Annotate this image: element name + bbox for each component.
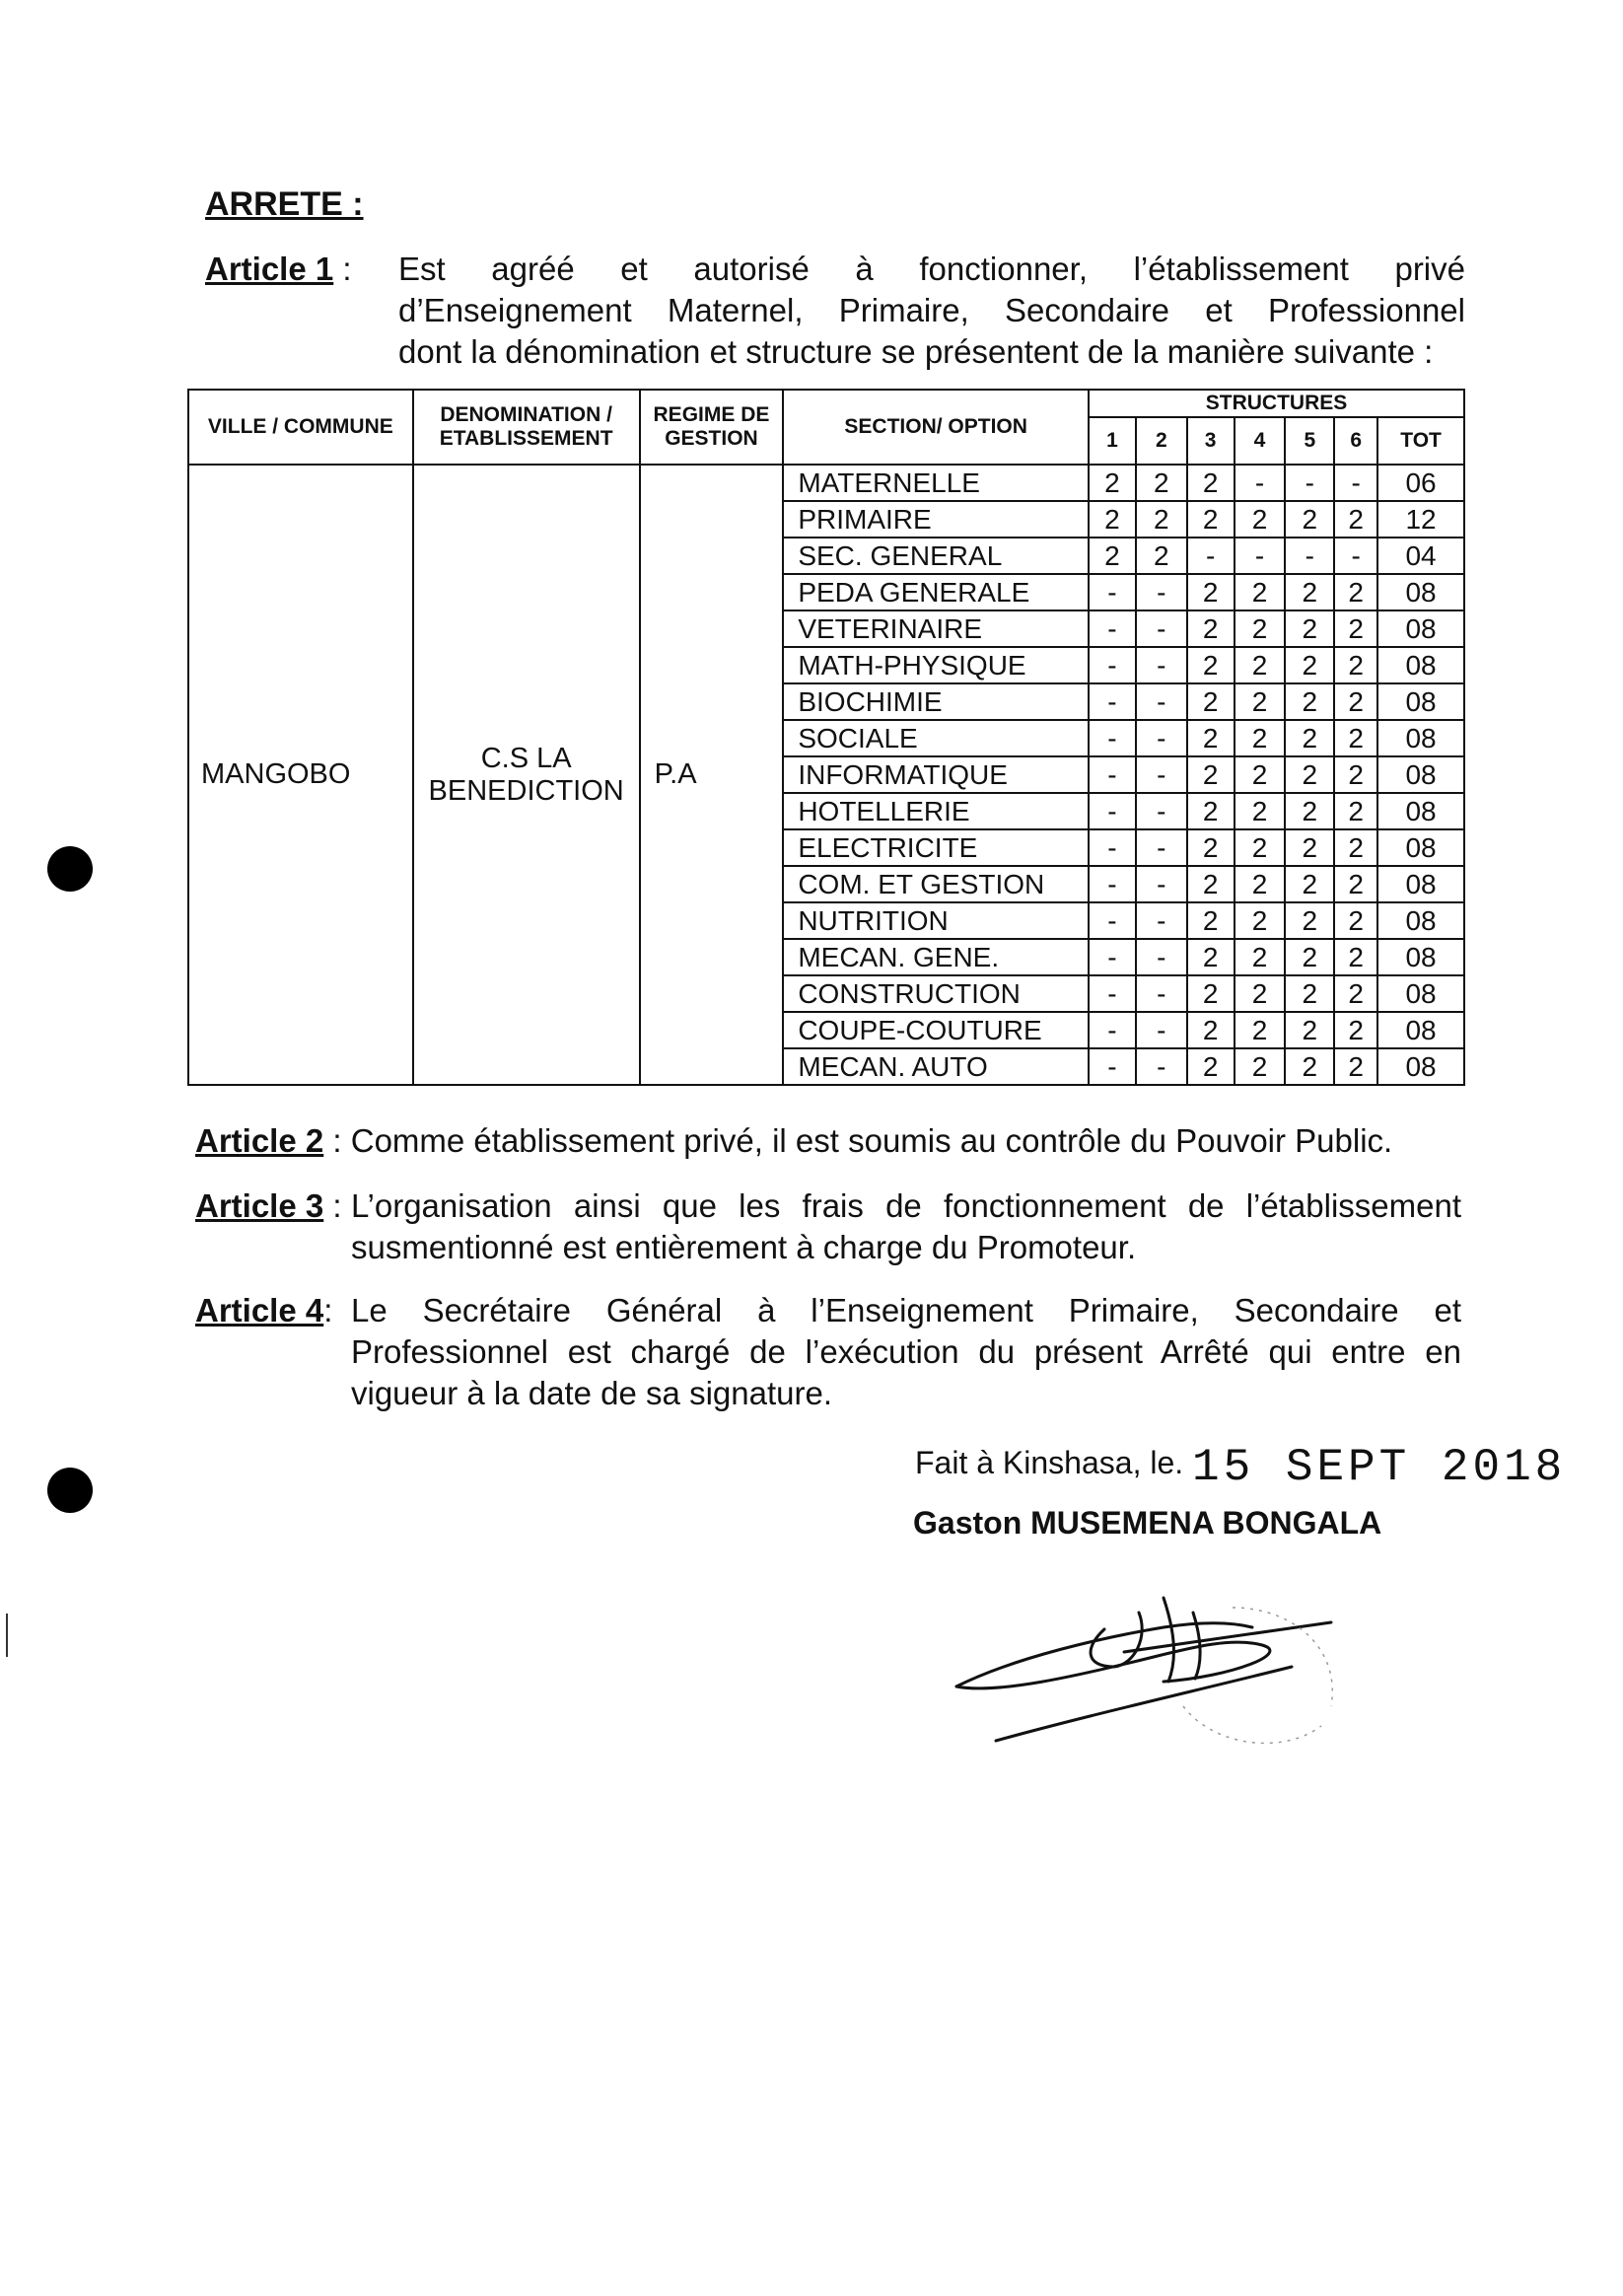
- structure-cell: 2: [1334, 866, 1377, 902]
- section-cell: NUTRITION: [783, 902, 1089, 939]
- total-cell: 08: [1377, 829, 1464, 866]
- structure-cell: -: [1285, 465, 1334, 501]
- header-col-3: 3: [1187, 417, 1235, 465]
- structure-cell: 2: [1334, 756, 1377, 793]
- structure-cell: -: [1136, 866, 1187, 902]
- structure-cell: 2: [1285, 756, 1334, 793]
- section-cell: MATH-PHYSIQUE: [783, 647, 1089, 683]
- structure-cell: 2: [1235, 501, 1286, 538]
- structure-cell: 2: [1235, 647, 1286, 683]
- structure-cell: -: [1089, 647, 1136, 683]
- total-cell: 08: [1377, 683, 1464, 720]
- structure-cell: 2: [1285, 647, 1334, 683]
- article-2: [195, 1120, 1392, 1162]
- article-2-text: : Comme établissement privé, il est soumis au contrôle du Pouvoir Public.: [323, 1122, 1393, 1159]
- structure-cell: 2: [1235, 939, 1286, 975]
- structure-cell: 2: [1235, 1012, 1286, 1048]
- section-cell: MECAN. GENE.: [783, 939, 1089, 975]
- total-cell: 04: [1377, 538, 1464, 574]
- structure-cell: 2: [1235, 683, 1286, 720]
- structure-cell: 2: [1334, 501, 1377, 538]
- structure-cell: -: [1136, 720, 1187, 756]
- structure-cell: 2: [1285, 975, 1334, 1012]
- structure-cell: 2: [1187, 756, 1235, 793]
- structure-cell: 2: [1136, 538, 1187, 574]
- structure-cell: 2: [1089, 465, 1136, 501]
- date-stamp: 15 SEPT 2018: [1192, 1442, 1567, 1493]
- structure-cell: 2: [1136, 501, 1187, 538]
- section-cell: MECAN. AUTO: [783, 1048, 1089, 1085]
- structure-cell: -: [1089, 1012, 1136, 1048]
- structure-cell: -: [1136, 683, 1187, 720]
- structure-cell: -: [1136, 939, 1187, 975]
- structure-cell: 2: [1334, 1048, 1377, 1085]
- article-2-label: Article 2: [195, 1122, 324, 1159]
- article-1-line: Est agréé et autorisé à fonctionner, l’établissement privé: [398, 251, 1465, 287]
- section-cell: BIOCHIMIE: [783, 683, 1089, 720]
- section-cell: SEC. GENERAL: [783, 538, 1089, 574]
- structure-cell: -: [1089, 793, 1136, 829]
- structure-cell: 2: [1285, 829, 1334, 866]
- structure-cell: -: [1089, 866, 1136, 902]
- structure-cell: 2: [1285, 501, 1334, 538]
- total-cell: 08: [1377, 793, 1464, 829]
- structure-cell: 2: [1187, 902, 1235, 939]
- article-3-label: Article 3: [195, 1187, 324, 1224]
- header-regime: REGIME DE GESTION: [640, 390, 784, 465]
- header-structures: STRUCTURES: [1089, 390, 1464, 417]
- structure-cell: -: [1136, 610, 1187, 647]
- structure-cell: 2: [1187, 720, 1235, 756]
- structure-cell: 2: [1235, 975, 1286, 1012]
- structure-cell: -: [1089, 829, 1136, 866]
- structure-cell: 2: [1187, 465, 1235, 501]
- structure-cell: -: [1136, 829, 1187, 866]
- article-1-text: [398, 249, 1465, 373]
- article-1-line: d’Enseignement Maternel, Primaire, Secondaire et Professionnel: [398, 292, 1465, 328]
- article-4-line: Professionnel est chargé de l’exécution du présent Arrêté qui entre en: [351, 1333, 1461, 1370]
- section-cell: SOCIALE: [783, 720, 1089, 756]
- structure-cell: 2: [1235, 720, 1286, 756]
- table-row: [188, 465, 1464, 501]
- structure-cell: 2: [1187, 647, 1235, 683]
- structure-cell: -: [1089, 902, 1136, 939]
- structure-cell: 2: [1235, 1048, 1286, 1085]
- article-4-label: Article 4: [195, 1292, 324, 1328]
- structure-cell: 2: [1334, 902, 1377, 939]
- structure-cell: 2: [1187, 1012, 1235, 1048]
- structure-cell: 2: [1235, 866, 1286, 902]
- structure-cell: -: [1136, 793, 1187, 829]
- structure-cell: 2: [1235, 574, 1286, 610]
- signature-icon: [937, 1568, 1390, 1805]
- header-ville: VILLE / COMMUNE: [188, 390, 413, 465]
- structure-cell: 2: [1285, 720, 1334, 756]
- total-cell: 08: [1377, 647, 1464, 683]
- structure-cell: 2: [1187, 975, 1235, 1012]
- structure-cell: 2: [1285, 683, 1334, 720]
- punch-hole-icon: [47, 846, 93, 892]
- article-4-line: vigueur à la date de sa signature.: [351, 1375, 832, 1411]
- structure-cell: 2: [1334, 610, 1377, 647]
- place-date: [915, 1436, 1567, 1493]
- structure-cell: -: [1235, 538, 1286, 574]
- total-cell: 08: [1377, 610, 1464, 647]
- structure-cell: -: [1187, 538, 1235, 574]
- structure-cell: -: [1089, 975, 1136, 1012]
- structure-cell: 2: [1285, 610, 1334, 647]
- structure-table: [187, 389, 1465, 1086]
- header-col-4: 4: [1235, 417, 1286, 465]
- ville-cell: MANGOBO: [188, 465, 413, 1085]
- structure-cell: 2: [1285, 574, 1334, 610]
- structure-cell: 2: [1334, 793, 1377, 829]
- section-cell: HOTELLERIE: [783, 793, 1089, 829]
- structure-cell: 2: [1187, 866, 1235, 902]
- section-cell: PRIMAIRE: [783, 501, 1089, 538]
- article-1-label: Article 1 :: [205, 251, 352, 287]
- section-cell: INFORMATIQUE: [783, 756, 1089, 793]
- article-3-line: L’organisation ainsi que les frais de fonctionnement de l’établissement: [351, 1187, 1461, 1224]
- structure-cell: -: [1136, 647, 1187, 683]
- total-cell: 12: [1377, 501, 1464, 538]
- structure-cell: 2: [1285, 1048, 1334, 1085]
- regime-cell: P.A: [640, 465, 784, 1085]
- structure-cell: 2: [1334, 574, 1377, 610]
- structure-cell: -: [1136, 1048, 1187, 1085]
- structure-cell: 2: [1285, 793, 1334, 829]
- section-cell: ELECTRICITE: [783, 829, 1089, 866]
- structure-cell: 2: [1187, 1048, 1235, 1085]
- structure-cell: -: [1136, 902, 1187, 939]
- structure-cell: 2: [1187, 501, 1235, 538]
- section-cell: COM. ET GESTION: [783, 866, 1089, 902]
- structure-cell: 2: [1235, 610, 1286, 647]
- denomination-cell: C.S LA BENEDICTION: [413, 465, 640, 1085]
- scan-mark: [6, 1614, 8, 1657]
- total-cell: 08: [1377, 866, 1464, 902]
- structure-cell: 2: [1187, 683, 1235, 720]
- structure-cell: -: [1136, 574, 1187, 610]
- structure-cell: 2: [1334, 1012, 1377, 1048]
- structure-cell: 2: [1334, 975, 1377, 1012]
- structure-cell: 2: [1285, 1012, 1334, 1048]
- structure-cell: 2: [1285, 866, 1334, 902]
- total-cell: 08: [1377, 1012, 1464, 1048]
- structure-cell: 2: [1187, 829, 1235, 866]
- article-4-line: Le Secrétaire Général à l’Enseignement Primaire, Secondaire et: [351, 1292, 1461, 1328]
- structure-cell: -: [1089, 683, 1136, 720]
- section-cell: CONSTRUCTION: [783, 975, 1089, 1012]
- total-cell: 08: [1377, 574, 1464, 610]
- header-col-2: 2: [1136, 417, 1187, 465]
- article-1-line: dont la dénomination et structure se présentent de la manière suivante :: [398, 333, 1434, 370]
- header-col-1: 1: [1089, 417, 1136, 465]
- structure-cell: 2: [1187, 574, 1235, 610]
- header-col-5: 5: [1285, 417, 1334, 465]
- structure-cell: -: [1136, 1012, 1187, 1048]
- structure-cell: 2: [1334, 720, 1377, 756]
- total-cell: 08: [1377, 939, 1464, 975]
- structure-cell: -: [1235, 465, 1286, 501]
- header-section: SECTION/ OPTION: [783, 390, 1089, 465]
- structure-cell: -: [1334, 465, 1377, 501]
- total-cell: 08: [1377, 902, 1464, 939]
- structure-cell: -: [1089, 756, 1136, 793]
- structure-cell: 2: [1235, 756, 1286, 793]
- structure-cell: 2: [1187, 939, 1235, 975]
- total-cell: 08: [1377, 975, 1464, 1012]
- structure-cell: 2: [1334, 829, 1377, 866]
- place-date-prefix: Fait à Kinshasa, le.: [915, 1445, 1184, 1480]
- structure-cell: 2: [1089, 538, 1136, 574]
- structure-cell: 2: [1235, 793, 1286, 829]
- structure-cell: -: [1334, 538, 1377, 574]
- structure-cell: -: [1089, 610, 1136, 647]
- structure-cell: 2: [1187, 610, 1235, 647]
- structure-cell: 2: [1285, 939, 1334, 975]
- document-heading: ARRETE :: [205, 185, 364, 223]
- section-cell: PEDA GENERALE: [783, 574, 1089, 610]
- structure-cell: 2: [1334, 939, 1377, 975]
- header-denomination: DENOMINATION / ETABLISSEMENT: [413, 390, 640, 465]
- structure-cell: 2: [1334, 647, 1377, 683]
- structure-cell: 2: [1089, 501, 1136, 538]
- structure-cell: -: [1285, 538, 1334, 574]
- punch-hole-icon: [47, 1468, 93, 1513]
- structure-cell: 2: [1334, 683, 1377, 720]
- total-cell: 06: [1377, 465, 1464, 501]
- total-cell: 08: [1377, 720, 1464, 756]
- section-cell: VETERINAIRE: [783, 610, 1089, 647]
- structure-cell: -: [1089, 939, 1136, 975]
- structure-cell: 2: [1235, 829, 1286, 866]
- structure-cell: -: [1136, 975, 1187, 1012]
- header-col-tot: TOT: [1377, 417, 1464, 465]
- structure-cell: 2: [1285, 902, 1334, 939]
- structure-cell: 2: [1187, 793, 1235, 829]
- section-cell: COUPE-COUTURE: [783, 1012, 1089, 1048]
- section-cell: MATERNELLE: [783, 465, 1089, 501]
- article-3-line: susmentionné est entièrement à charge du Promoteur.: [351, 1229, 1137, 1265]
- total-cell: 08: [1377, 756, 1464, 793]
- structure-cell: 2: [1136, 465, 1187, 501]
- structure-cell: -: [1089, 574, 1136, 610]
- structure-cell: -: [1089, 1048, 1136, 1085]
- header-col-6: 6: [1334, 417, 1377, 465]
- structure-cell: -: [1089, 720, 1136, 756]
- structure-cell: -: [1136, 756, 1187, 793]
- signer-name: Gaston MUSEMENA BONGALA: [913, 1505, 1382, 1541]
- structure-cell: 2: [1235, 902, 1286, 939]
- total-cell: 08: [1377, 1048, 1464, 1085]
